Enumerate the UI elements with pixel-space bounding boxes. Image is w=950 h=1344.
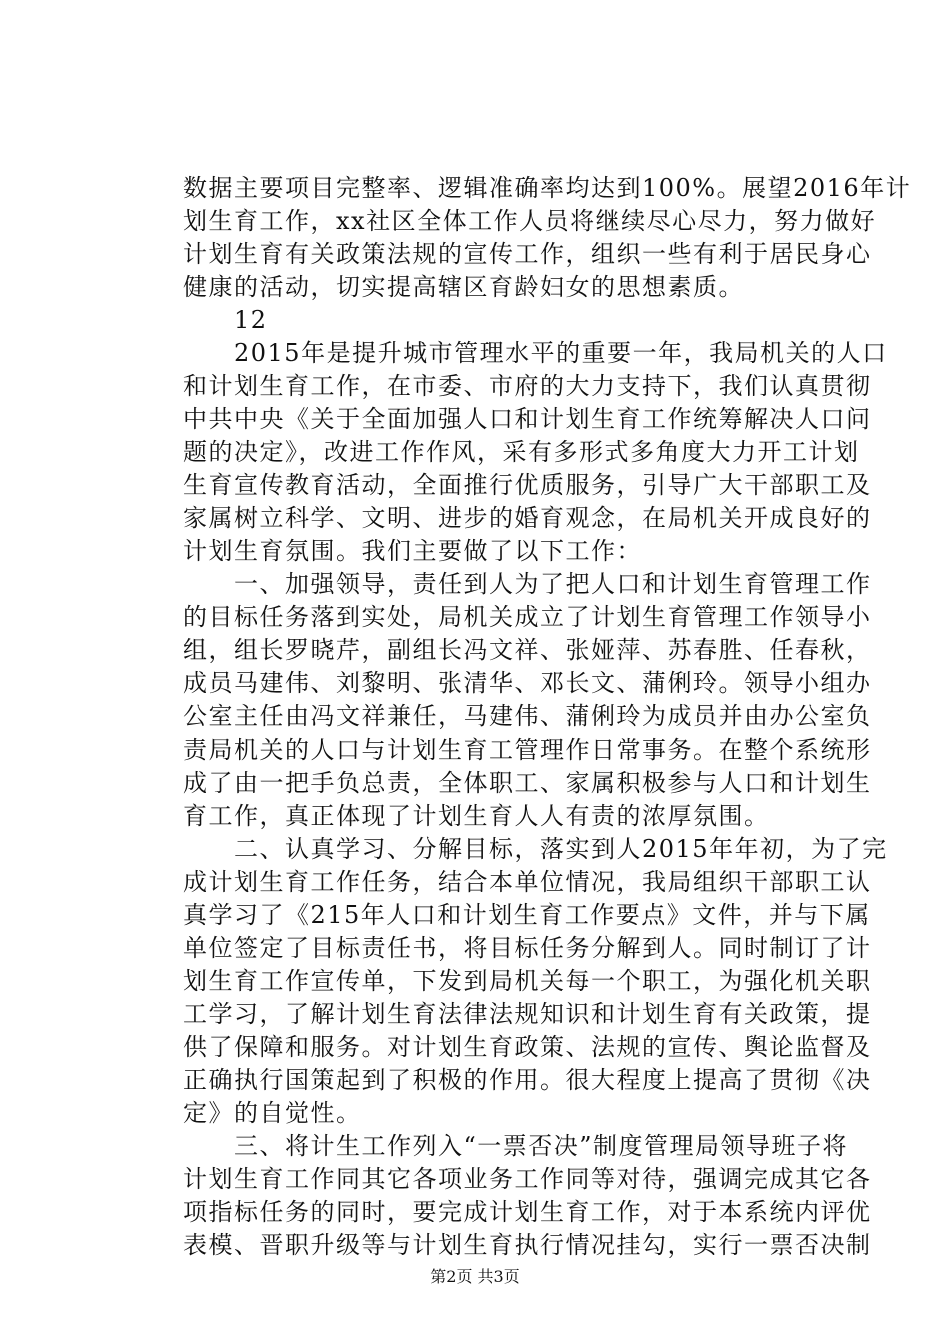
text-line: 健康的活动，切实提高辖区育龄妇女的思想素质。 <box>183 273 744 301</box>
text-line: 单位签定了目标责任书，将目标任务分解到人。同时制订了计 <box>183 934 872 962</box>
text-line: 计划生育有关政策法规的宣传工作，组织一些有利于居民身心 <box>183 240 872 268</box>
text-line: 数据主要项目完整率、逻辑准确率均达到100%。展望2016年计 <box>183 174 912 202</box>
text-line: 责局机关的人口与计划生育工管理作日常事务。在整个系统形 <box>183 736 872 764</box>
text-line: 三、将计生工作列入“一票否决”制度管理局领导班子将 <box>183 1132 849 1160</box>
text-line: 划生育工作宣传单，下发到局机关每一个职工，为强化机关职 <box>183 967 872 995</box>
text-line: 2015年是提升城市管理水平的重要一年，我局机关的人口 <box>183 339 888 367</box>
text-line: 家属树立科学、文明、进步的婚育观念，在局机关开成良好的 <box>183 504 872 532</box>
text-line: 公室主任由冯文祥兼任，马建伟、蒲俐玲为成员并由办公室负 <box>183 702 872 730</box>
text-line: 题的决定》，改进工作作风，采有多形式多角度大力开工计划 <box>183 438 860 466</box>
text-line: 定》的自觉性。 <box>183 1099 362 1127</box>
text-line: 生育宣传教育活动，全面推行优质服务，引导广大干部职工及 <box>183 471 872 499</box>
text-line: 供了保障和服务。对计划生育政策、法规的宣传、舆论监督及 <box>183 1033 872 1061</box>
text-line: 中共中央《关于全面加强人口和计划生育工作统筹解决人口问 <box>183 405 872 433</box>
text-line: 成计划生育工作任务，结合本单位情况，我局组织干部职工认 <box>183 868 872 896</box>
text-line: 计划生育氛围。我们主要做了以下工作： <box>183 537 642 565</box>
text-line: 项指标任务的同时，要完成计划生育工作，对于本系统内评优 <box>183 1198 872 1226</box>
text-line: 表模、晋职升级等与计划生育执行情况挂勾，实行一票否决制 <box>183 1231 872 1259</box>
text-line: 计划生育工作同其它各项业务工作同等对待，强调完成其它各 <box>183 1165 872 1193</box>
text-line: 工学习，了解计划生育法律法规知识和计划生育有关政策，提 <box>183 1000 872 1028</box>
text-line: 真学习了《215年人口和计划生育工作要点》文件，并与下属 <box>183 901 871 929</box>
text-line: 组，组长罗晓芹，副组长冯文祥、张娅萍、苏春胜、任春秋， <box>183 636 872 664</box>
page-number-footer: 第2页 共3页 <box>430 1267 520 1286</box>
text-line: 和计划生育工作，在市委、市府的大力支持下，我们认真贯彻 <box>183 372 872 400</box>
text-line: 正确执行国策起到了积极的作用。很大程度上提高了贯彻《决 <box>183 1066 872 1094</box>
text-line: 12 <box>183 306 268 334</box>
text-line: 二、认真学习、分解目标，落实到人2015年年初，为了完 <box>183 835 888 863</box>
text-line: 成员马建伟、刘黎明、张清华、邓长文、蒲俐玲。领导小组办 <box>183 669 872 697</box>
text-line: 育工作，真正体现了计划生育人人有责的浓厚氛围。 <box>183 802 770 830</box>
text-line: 的目标任务落到实处，局机关成立了计划生育管理工作领导小 <box>183 603 872 631</box>
text-line: 成了由一把手负总责，全体职工、家属积极参与人口和计划生 <box>183 769 872 797</box>
text-line: 划生育工作，xx社区全体工作人员将继续尽心尽力，努力做好 <box>183 207 877 235</box>
text-line: 一、加强领导，责任到人为了把人口和计划生育管理工作 <box>183 570 872 598</box>
